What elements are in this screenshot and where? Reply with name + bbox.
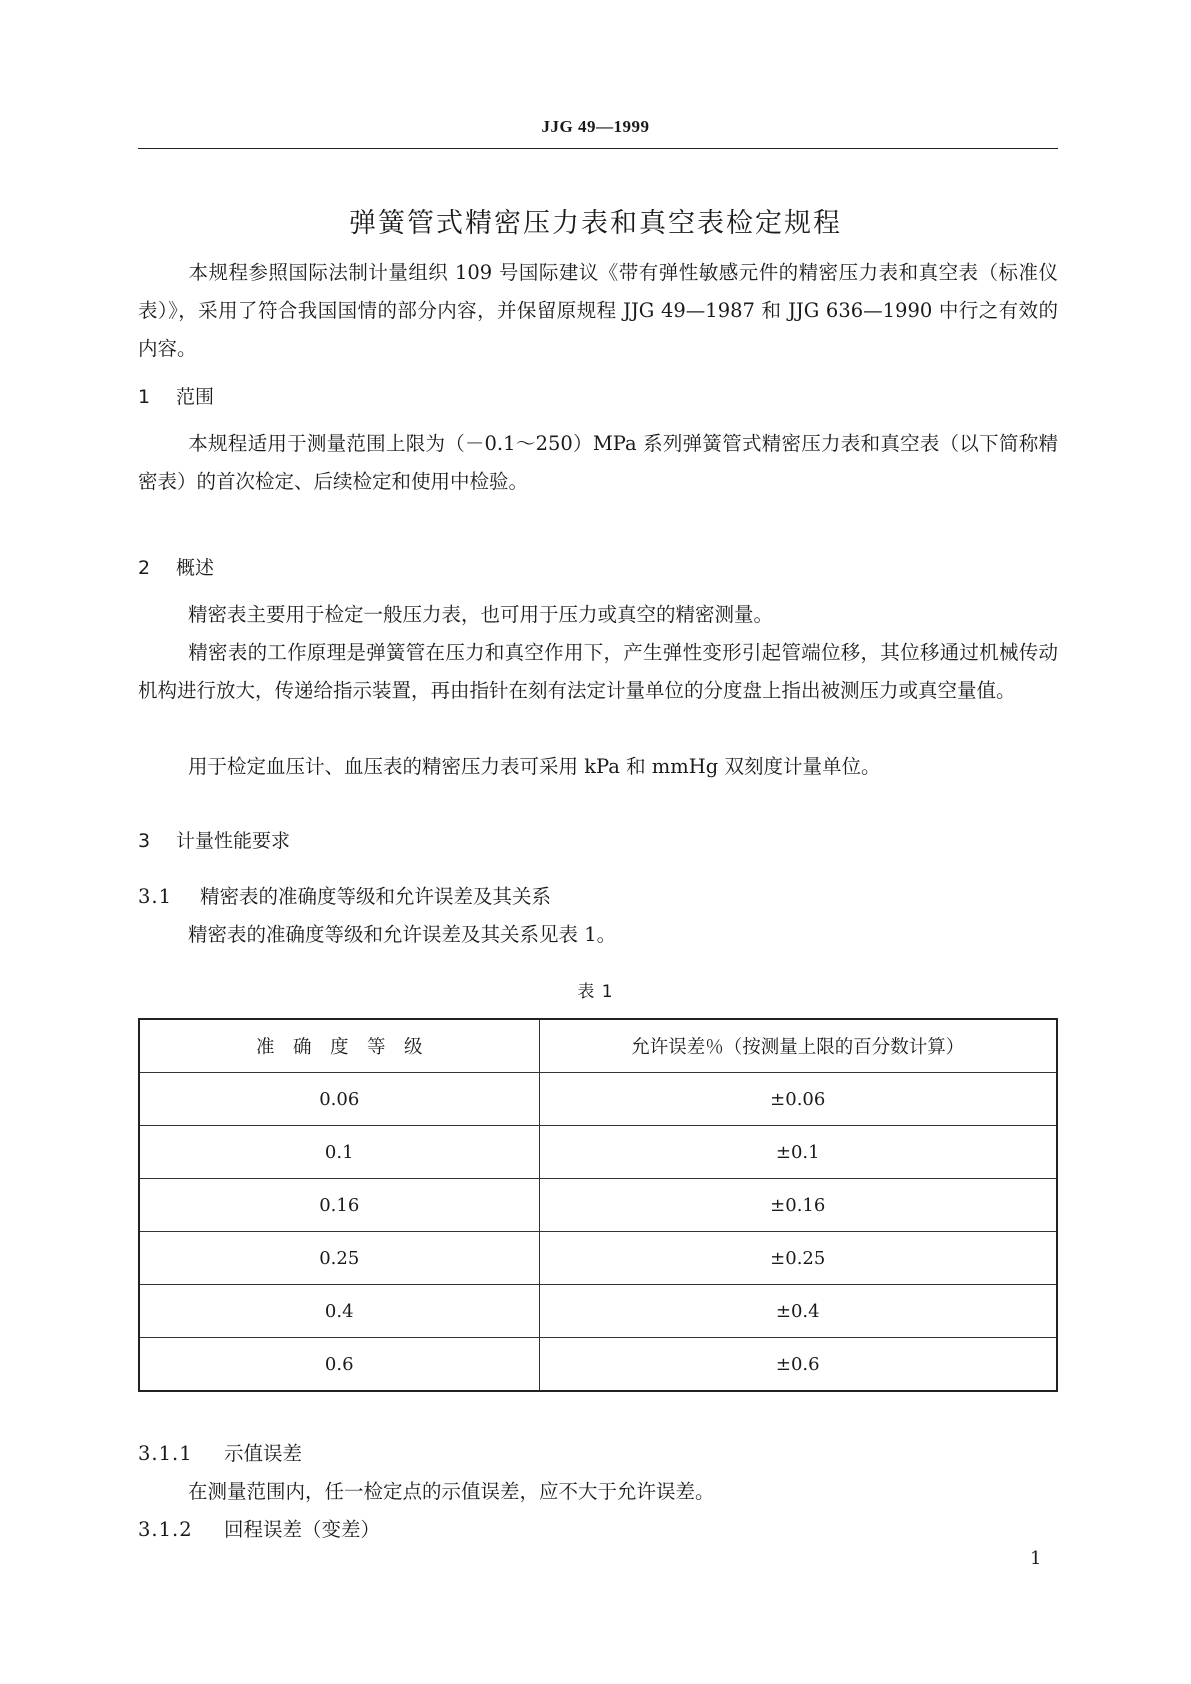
section-3-1-1-heading — [138, 1435, 302, 1473]
permissible-error-cell: ±0.6 — [539, 1338, 1057, 1392]
header-rule — [138, 148, 1058, 149]
table-row — [139, 1073, 1057, 1126]
section-3-1-2-heading — [138, 1511, 380, 1549]
section-number: 1 — [138, 386, 151, 408]
document-title: 弹簧管式精密压力表和真空表检定规程 — [349, 208, 842, 239]
paragraph-text: 在测量范围内，任一检定点的示值误差，应不大于允许误差。 — [188, 1480, 715, 1503]
paragraph-text: 用于检定血压计、血压表的精密压力表可采用 kPa 和 mmHg 双刻度计量单位。 — [188, 755, 881, 778]
section-title: 精密表的准确度等级和允许误差及其关系 — [200, 885, 552, 908]
accuracy-grade-cell: 0.4 — [139, 1285, 539, 1338]
section-title: 概述 — [176, 557, 215, 579]
page-number: 1 — [1030, 1548, 1042, 1569]
paragraph-text: 本规程适用于测量范围上限为（－0.1～250）MPa 系列弹簧管式精密压力表和真空表（以下简称精密表）的首次检定、后续检定和使用中检验。 — [138, 432, 1058, 493]
table-row — [139, 1179, 1057, 1232]
header-permissible-error: 允许误差％（按测量上限的百分数计算） — [539, 1019, 1057, 1073]
section-title: 计量性能要求 — [176, 830, 291, 852]
table-row — [139, 1338, 1057, 1392]
permissible-error-cell: ±0.06 — [539, 1073, 1057, 1126]
permissible-error-cell: ±0.1 — [539, 1126, 1057, 1179]
paragraph-text: 精密表的准确度等级和允许误差及其关系见表 1。 — [188, 923, 617, 946]
permissible-error-cell: ±0.4 — [539, 1285, 1057, 1338]
table-row — [139, 1126, 1057, 1179]
section-1-paragraph — [138, 425, 1058, 501]
section-3-1-heading — [138, 878, 551, 916]
permissible-error-cell: ±0.16 — [539, 1179, 1057, 1232]
section-number: 3 — [138, 830, 151, 852]
paragraph-text: 精密表主要用于检定一般压力表，也可用于压力或真空的精密测量。 — [188, 603, 774, 626]
accuracy-grade-cell: 0.1 — [139, 1126, 539, 1179]
accuracy-grade-table — [138, 1018, 1058, 1392]
section-number: 3.1.1 — [138, 1442, 193, 1465]
permissible-error-cell: ±0.25 — [539, 1232, 1057, 1285]
section-title: 示值误差 — [224, 1442, 303, 1465]
standard-code: JJG 49—1999 — [541, 117, 650, 136]
section-2-paragraph-3 — [138, 748, 1058, 786]
accuracy-grade-cell: 0.25 — [139, 1232, 539, 1285]
section-number: 3.1.2 — [138, 1518, 193, 1541]
section-title: 回程误差（变差） — [224, 1518, 381, 1541]
intro-text: 本规程参照国际法制计量组织 109 号国际建议《带有弹性敏感元件的精密压力表和真空表（标准仪表）》，采用了符合我国国情的部分内容，并保留原规程 JJG 49—1987 和 JJG 636—1990 中行之有效的内容。 — [138, 261, 1058, 360]
table-header-row — [139, 1019, 1057, 1073]
accuracy-grade-cell: 0.06 — [139, 1073, 539, 1126]
section-2-paragraph-1 — [138, 596, 1058, 634]
header-accuracy-grade: 准 确 度 等 级 — [139, 1019, 539, 1073]
intro-paragraph — [138, 254, 1058, 368]
accuracy-grade-cell: 0.16 — [139, 1179, 539, 1232]
section-number: 2 — [138, 557, 151, 579]
table-caption: 表 1 — [577, 982, 614, 1002]
table-row — [139, 1232, 1057, 1285]
table-row — [139, 1285, 1057, 1338]
section-1-heading — [138, 378, 214, 416]
section-title: 范围 — [176, 386, 215, 408]
paragraph-text: 精密表的工作原理是弹簧管在压力和真空作用下，产生弹性变形引起管端位移，其位移通过机械传动机构进行放大，传递给指示装置，再由指针在刻有法定计量单位的分度盘上指出被测压力或真空量值。 — [138, 641, 1058, 702]
section-2-heading — [138, 549, 214, 587]
section-3-1-1-paragraph — [138, 1473, 1058, 1511]
section-3-1-paragraph — [138, 916, 1058, 954]
section-3-heading — [138, 822, 290, 860]
section-2-paragraph-2 — [138, 634, 1058, 710]
section-number: 3.1 — [138, 885, 173, 908]
accuracy-grade-cell: 0.6 — [139, 1338, 539, 1392]
